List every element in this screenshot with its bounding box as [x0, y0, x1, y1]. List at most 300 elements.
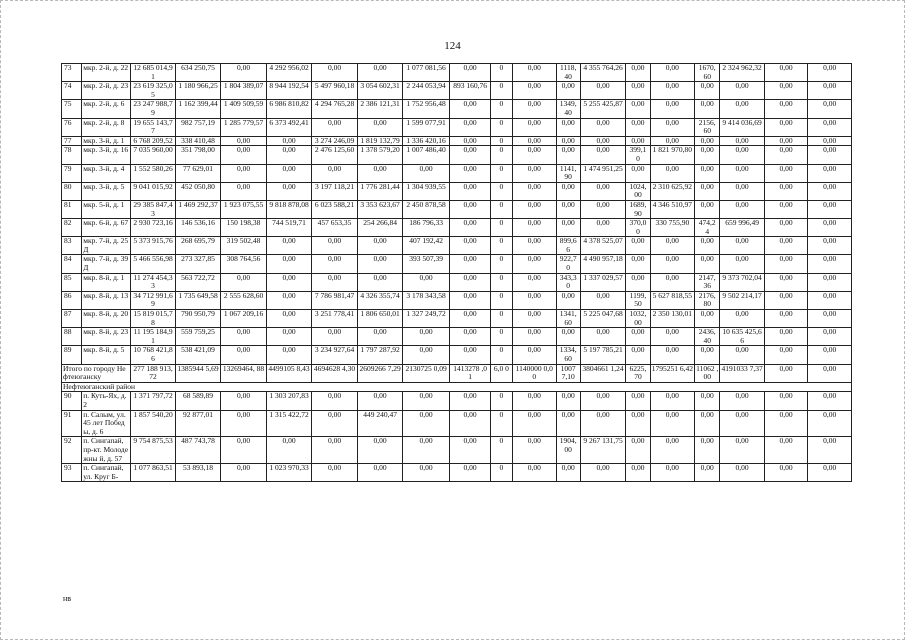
total-value-cell: 0,00: [808, 364, 852, 382]
address-cell: мкр. 5-й, д. 1: [82, 200, 131, 218]
value-cell: 0,00: [626, 328, 650, 346]
table-row: [62, 310, 852, 328]
value-cell: 559 759,25: [176, 328, 221, 346]
value-cell: 9 818 878,08: [267, 200, 312, 218]
value-cell: 1 819 132,79: [358, 136, 403, 146]
value-cell: 0,00: [808, 64, 852, 82]
value-cell: 0,00: [808, 255, 852, 273]
value-cell: 0,00: [720, 82, 765, 100]
value-cell: 0: [490, 64, 512, 82]
value-cell: 0,00: [556, 464, 580, 482]
value-cell: 0,00: [220, 164, 267, 182]
value-cell: 0: [490, 146, 512, 164]
value-cell: 0,00: [764, 310, 807, 328]
value-cell: 0,00: [267, 255, 312, 273]
value-cell: 563 722,72: [176, 273, 221, 291]
value-cell: 0,00: [695, 100, 720, 118]
district-heading-row: [62, 382, 852, 392]
value-cell: 0,00: [402, 392, 450, 410]
value-cell: 0,00: [402, 464, 450, 482]
value-cell: 0,00: [764, 346, 807, 364]
value-cell: 0,00: [764, 437, 807, 464]
value-cell: 34 712 991,69: [130, 291, 176, 309]
value-cell: 0,00: [267, 136, 312, 146]
value-cell: 0,00: [695, 346, 720, 364]
value-cell: 0,00: [764, 328, 807, 346]
value-cell: 0,00: [402, 410, 450, 437]
row-number: 76: [62, 118, 82, 136]
value-cell: 0,00: [450, 310, 490, 328]
value-cell: 0,00: [358, 237, 403, 255]
address-cell: мкр. 8-й, д. 13: [82, 291, 131, 309]
value-cell: 0,00: [513, 118, 556, 136]
value-cell: 1 337 029,57: [580, 273, 626, 291]
value-cell: 0,00: [267, 328, 312, 346]
value-cell: 68 589,89: [176, 392, 221, 410]
value-cell: 0,00: [556, 146, 580, 164]
value-cell: 0: [490, 310, 512, 328]
value-cell: 23 247 988,79: [130, 100, 176, 118]
value-cell: 11 274 454,33: [130, 273, 176, 291]
value-cell: 0,00: [695, 182, 720, 200]
total-value-cell: 3804661 1,24: [580, 364, 626, 382]
value-cell: 0,00: [267, 437, 312, 464]
value-cell: 5 466 556,98: [130, 255, 176, 273]
value-cell: 23 619 325,05: [130, 82, 176, 100]
value-cell: 0,00: [450, 164, 490, 182]
value-cell: 4 292 956,02: [267, 64, 312, 82]
value-cell: 0: [490, 237, 512, 255]
value-cell: 0,00: [764, 136, 807, 146]
total-value-cell: 1413278 ,01: [450, 364, 490, 382]
total-value-cell: 0,00: [764, 364, 807, 382]
value-cell: 659 996,49: [720, 219, 765, 237]
value-cell: 2 350 130,01: [650, 310, 695, 328]
value-cell: 9 373 702,04: [720, 273, 765, 291]
table-row: [62, 100, 852, 118]
value-cell: 0,00: [311, 255, 358, 273]
total-value-cell: 2130725 0,09: [402, 364, 450, 382]
total-value-cell: 4191033 7,37: [720, 364, 765, 382]
value-cell: 268 695,79: [176, 237, 221, 255]
value-cell: 3 054 602,31: [358, 82, 403, 100]
value-cell: 0: [490, 392, 512, 410]
value-cell: 3 274 246,09: [311, 136, 358, 146]
value-cell: 77 629,01: [176, 164, 221, 182]
table-row: [62, 136, 852, 146]
value-cell: 0,00: [764, 82, 807, 100]
value-cell: 0,00: [450, 64, 490, 82]
value-cell: 0,00: [580, 464, 626, 482]
table-row: [62, 164, 852, 182]
value-cell: 0,00: [808, 146, 852, 164]
row-number: 83: [62, 237, 82, 255]
value-cell: 0,00: [450, 200, 490, 218]
value-cell: 0,00: [311, 273, 358, 291]
value-cell: 0,00: [513, 255, 556, 273]
value-cell: 893 160,76: [450, 82, 490, 100]
value-cell: 330 755,90: [650, 219, 695, 237]
value-cell: 0,00: [402, 437, 450, 464]
value-cell: 0,00: [720, 146, 765, 164]
value-cell: 0,00: [402, 328, 450, 346]
value-cell: 0,00: [580, 118, 626, 136]
value-cell: 0: [490, 136, 512, 146]
value-cell: 1 735 649,58: [176, 291, 221, 309]
value-cell: 0,00: [764, 219, 807, 237]
value-cell: 0,00: [513, 437, 556, 464]
value-cell: 0,00: [267, 182, 312, 200]
row-number: 91: [62, 410, 82, 437]
address-cell: п. Куть-Ях, д. 2: [82, 392, 131, 410]
value-cell: 1 599 077,91: [402, 118, 450, 136]
value-cell: 0,00: [450, 146, 490, 164]
value-cell: 0,00: [580, 328, 626, 346]
value-cell: 0,00: [513, 136, 556, 146]
value-cell: 457 653,35: [311, 219, 358, 237]
value-cell: 0,00: [650, 237, 695, 255]
value-cell: 0,00: [764, 410, 807, 437]
value-cell: 0,00: [650, 346, 695, 364]
value-cell: 3 251 778,41: [311, 310, 358, 328]
table-row: [62, 146, 852, 164]
value-cell: 0,00: [650, 273, 695, 291]
value-cell: 4 490 957,18: [580, 255, 626, 273]
value-cell: 0,00: [358, 118, 403, 136]
value-cell: 9 414 036,69: [720, 118, 765, 136]
value-cell: 0,00: [695, 146, 720, 164]
value-cell: 0,00: [808, 410, 852, 437]
value-cell: 0,00: [513, 346, 556, 364]
value-cell: 9 041 015,92: [130, 182, 176, 200]
value-cell: 0: [490, 100, 512, 118]
value-cell: 0,00: [513, 328, 556, 346]
value-cell: 0,00: [650, 64, 695, 82]
value-cell: 1 378 579,20: [358, 146, 403, 164]
value-cell: 1349, 40: [556, 100, 580, 118]
value-cell: 0,00: [650, 118, 695, 136]
value-cell: 0,00: [220, 437, 267, 464]
value-cell: 4 378 525,07: [580, 237, 626, 255]
address-cell: мкр. 2-й, д. 8: [82, 118, 131, 136]
value-cell: 0,00: [556, 392, 580, 410]
value-cell: 0,00: [450, 182, 490, 200]
city-total-row: [62, 364, 852, 382]
value-cell: 0,00: [720, 346, 765, 364]
value-cell: 7 786 981,47: [311, 291, 358, 309]
row-number: 78: [62, 146, 82, 164]
value-cell: 0,00: [556, 136, 580, 146]
value-cell: 0,00: [450, 410, 490, 437]
value-cell: 0,00: [764, 464, 807, 482]
value-cell: 0,00: [311, 437, 358, 464]
value-cell: 0,00: [808, 437, 852, 464]
value-cell: 15 819 015,78: [130, 310, 176, 328]
row-number: 73: [62, 64, 82, 82]
table-row: [62, 464, 852, 482]
address-cell: п. Сингапай, пр-кт. Молодежны й, д. 57: [82, 437, 131, 464]
value-cell: 4 294 765,28: [311, 100, 358, 118]
total-value-cell: 4499105 8,43: [267, 364, 312, 382]
total-value-cell: 13269464, 88: [220, 364, 267, 382]
value-cell: 0,00: [650, 410, 695, 437]
value-cell: 0,00: [580, 146, 626, 164]
value-cell: 6 023 588,21: [311, 200, 358, 218]
value-cell: 5 225 047,68: [580, 310, 626, 328]
value-cell: 1032, 00: [626, 310, 650, 328]
value-cell: 0,00: [626, 410, 650, 437]
value-cell: 0: [490, 346, 512, 364]
value-cell: 1670, 60: [695, 64, 720, 82]
row-number: 92: [62, 437, 82, 464]
value-cell: 0,00: [626, 237, 650, 255]
value-cell: 0,00: [358, 328, 403, 346]
total-value-cell: 1007 7,10: [556, 364, 580, 382]
value-cell: 351 798,00: [176, 146, 221, 164]
value-cell: 0,00: [267, 310, 312, 328]
value-cell: 0,00: [626, 118, 650, 136]
value-cell: 0,00: [650, 392, 695, 410]
value-cell: 1 857 540,20: [130, 410, 176, 437]
row-number: 89: [62, 346, 82, 364]
value-cell: 0: [490, 82, 512, 100]
value-cell: 0: [490, 219, 512, 237]
value-cell: 7 035 960,00: [130, 146, 176, 164]
value-cell: 0,00: [450, 328, 490, 346]
value-cell: 0,00: [267, 146, 312, 164]
value-cell: 0,00: [764, 118, 807, 136]
footer-mark: нв: [63, 594, 72, 603]
value-cell: 1334, 60: [556, 346, 580, 364]
address-cell: п. Сингапай, ул. Круг Б-: [82, 464, 131, 482]
value-cell: 0,00: [808, 182, 852, 200]
value-cell: 0,00: [220, 328, 267, 346]
row-number: 84: [62, 255, 82, 273]
value-cell: 9 754 875,53: [130, 437, 176, 464]
value-cell: 0,00: [808, 310, 852, 328]
address-cell: мкр. 3-й, д. 1: [82, 136, 131, 146]
row-number: 80: [62, 182, 82, 200]
value-cell: 0,00: [695, 82, 720, 100]
value-cell: 2 310 625,92: [650, 182, 695, 200]
value-cell: 0,00: [808, 82, 852, 100]
total-value-cell: 277 188 913,72: [130, 364, 176, 382]
value-cell: 0,00: [311, 164, 358, 182]
address-cell: мкр. 2-й, д. 6: [82, 100, 131, 118]
address-cell: мкр. 7-й, д. 25Д: [82, 237, 131, 255]
value-cell: 0,00: [580, 182, 626, 200]
value-cell: 0,00: [650, 164, 695, 182]
row-number: 88: [62, 328, 82, 346]
address-cell: п. Салым, ул. 45 лет Победы, д. 6: [82, 410, 131, 437]
value-cell: 0,00: [650, 100, 695, 118]
table-row: [62, 437, 852, 464]
value-cell: 1 304 939,55: [402, 182, 450, 200]
value-cell: 0,00: [650, 136, 695, 146]
value-cell: 53 893,18: [176, 464, 221, 482]
value-cell: 2 324 962,32: [720, 64, 765, 82]
value-cell: 10 768 421,86: [130, 346, 176, 364]
value-cell: 0,00: [556, 219, 580, 237]
value-cell: 0,00: [695, 237, 720, 255]
value-cell: 0,00: [358, 164, 403, 182]
value-cell: 0,00: [808, 273, 852, 291]
value-cell: 1904, 00: [556, 437, 580, 464]
value-cell: 0,00: [358, 64, 403, 82]
value-cell: 0,00: [764, 237, 807, 255]
value-cell: 0: [490, 255, 512, 273]
value-cell: 0,00: [450, 291, 490, 309]
value-cell: 4 326 355,74: [358, 291, 403, 309]
row-number: 74: [62, 82, 82, 100]
value-cell: 0,00: [513, 219, 556, 237]
value-cell: 0,00: [220, 410, 267, 437]
value-cell: 5 627 818,55: [650, 291, 695, 309]
value-cell: 0,00: [626, 82, 650, 100]
value-cell: 0,00: [650, 464, 695, 482]
value-cell: 3 178 343,58: [402, 291, 450, 309]
address-cell: мкр. 8-й, д. 23: [82, 328, 131, 346]
value-cell: 474,2 4: [695, 219, 720, 237]
value-cell: 0,00: [267, 291, 312, 309]
value-cell: 1 552 580,26: [130, 164, 176, 182]
value-cell: 2 244 053,94: [402, 82, 450, 100]
value-cell: 1 077 863,51: [130, 464, 176, 482]
total-value-cell: 6225, 70: [626, 364, 650, 382]
value-cell: 0,00: [808, 291, 852, 309]
table-row: [62, 82, 852, 100]
value-cell: 634 250,75: [176, 64, 221, 82]
value-cell: 2436, 40: [695, 328, 720, 346]
value-cell: 0,00: [764, 100, 807, 118]
value-cell: 0,00: [450, 118, 490, 136]
value-cell: 0,00: [720, 200, 765, 218]
value-cell: 982 757,19: [176, 118, 221, 136]
value-cell: 186 796,33: [402, 219, 450, 237]
value-cell: 0,00: [513, 310, 556, 328]
value-cell: 0,00: [650, 255, 695, 273]
value-cell: 399,1 0: [626, 146, 650, 164]
value-cell: 1 474 951,25: [580, 164, 626, 182]
value-cell: 0,00: [556, 182, 580, 200]
value-cell: 0,00: [358, 273, 403, 291]
address-cell: мкр. 2-й, д. 22: [82, 64, 131, 82]
value-cell: 0,00: [650, 82, 695, 100]
value-cell: 0,00: [556, 200, 580, 218]
value-cell: 0,00: [808, 392, 852, 410]
value-cell: 0,00: [720, 255, 765, 273]
value-cell: 1 067 209,16: [220, 310, 267, 328]
value-cell: 5 497 960,18: [311, 82, 358, 100]
total-value-cell: 4694628 4,30: [311, 364, 358, 382]
value-cell: 0,00: [580, 200, 626, 218]
value-cell: 0,00: [580, 136, 626, 146]
row-number: 93: [62, 464, 82, 482]
value-cell: 1024, 00: [626, 182, 650, 200]
value-cell: 0,00: [626, 392, 650, 410]
value-cell: 0,00: [626, 164, 650, 182]
value-cell: 0,00: [450, 437, 490, 464]
value-cell: 0,00: [556, 410, 580, 437]
row-number: 87: [62, 310, 82, 328]
value-cell: 254 266,84: [358, 219, 403, 237]
value-cell: 744 519,71: [267, 219, 312, 237]
value-cell: 0,00: [695, 255, 720, 273]
value-cell: 0,00: [220, 392, 267, 410]
value-cell: 452 050,80: [176, 182, 221, 200]
value-cell: 0,00: [311, 392, 358, 410]
value-cell: 11 195 184,91: [130, 328, 176, 346]
value-cell: 0,00: [626, 464, 650, 482]
total-value-cell: 6,0 0: [490, 364, 512, 382]
value-cell: 1 821 970,80: [650, 146, 695, 164]
total-value-cell: 2609266 7,29: [358, 364, 403, 382]
value-cell: 0,00: [580, 219, 626, 237]
value-cell: 2 476 125,60: [311, 146, 358, 164]
table-row: [62, 273, 852, 291]
value-cell: 1 923 075,55: [220, 200, 267, 218]
value-cell: 0,00: [311, 237, 358, 255]
value-cell: 1 806 650,01: [358, 310, 403, 328]
value-cell: 6 373 492,41: [267, 118, 312, 136]
value-cell: 0,00: [808, 219, 852, 237]
value-cell: 0,00: [808, 164, 852, 182]
value-cell: 0: [490, 118, 512, 136]
value-cell: 1 409 509,59: [220, 100, 267, 118]
table-row: [62, 219, 852, 237]
value-cell: 4 346 510,97: [650, 200, 695, 218]
value-cell: 0,00: [513, 100, 556, 118]
table-row: [62, 237, 852, 255]
value-cell: 0,00: [695, 392, 720, 410]
total-value-cell: 1385944 5,69: [176, 364, 221, 382]
value-cell: 2147, 36: [695, 273, 720, 291]
value-cell: 0,00: [220, 464, 267, 482]
value-cell: 0,00: [358, 437, 403, 464]
value-cell: 1 180 966,25: [176, 82, 221, 100]
value-cell: 0,00: [650, 328, 695, 346]
value-cell: 0: [490, 437, 512, 464]
value-cell: 343,3 0: [556, 273, 580, 291]
total-value-cell: 1140000 0,00: [513, 364, 556, 382]
value-cell: 393 507,39: [402, 255, 450, 273]
row-number: 90: [62, 392, 82, 410]
table-row: [62, 118, 852, 136]
value-cell: 146 536,16: [176, 219, 221, 237]
value-cell: 1 327 249,72: [402, 310, 450, 328]
value-cell: 1341, 60: [556, 310, 580, 328]
value-cell: 19 655 143,77: [130, 118, 176, 136]
table-body: [62, 64, 852, 482]
value-cell: 0,00: [450, 136, 490, 146]
value-cell: 338 410,48: [176, 136, 221, 146]
value-cell: 0,00: [764, 200, 807, 218]
value-cell: 0,00: [311, 64, 358, 82]
value-cell: 0,00: [358, 392, 403, 410]
value-cell: 899,6 6: [556, 237, 580, 255]
value-cell: 0,00: [450, 346, 490, 364]
value-cell: 538 421,09: [176, 346, 221, 364]
table-row: [62, 346, 852, 364]
address-cell: мкр. 2-й, д. 23: [82, 82, 131, 100]
value-cell: 6 768 209,52: [130, 136, 176, 146]
value-cell: 9 267 131,75: [580, 437, 626, 464]
value-cell: 0,00: [450, 219, 490, 237]
value-cell: 0,00: [267, 237, 312, 255]
value-cell: 0,00: [720, 310, 765, 328]
district-heading: Нефтеюганский район: [62, 382, 852, 392]
row-number: 77: [62, 136, 82, 146]
